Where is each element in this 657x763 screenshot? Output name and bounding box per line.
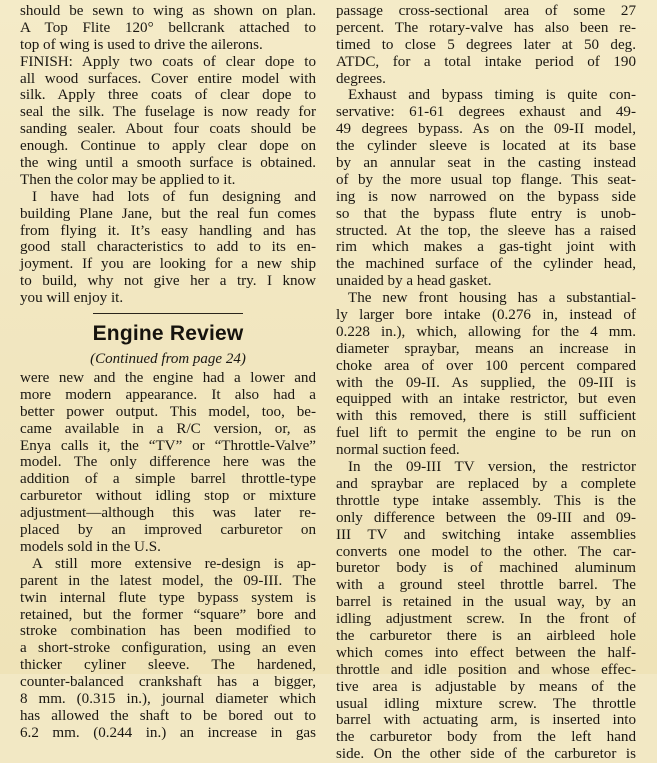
text-line: should be sewn to wing as shown on plan. — [20, 3, 316, 19]
text-line: model. The only difference here was the — [20, 454, 316, 471]
text-line: Exhaust and bypass timing is quite con- — [348, 87, 636, 104]
right-column — [336, 3, 636, 763]
paragraph — [336, 459, 636, 763]
text-line: sanding sealer. About four coats should be — [20, 121, 316, 138]
text-line: building Plane Jane, but the real fun comes — [20, 205, 316, 222]
text-line: converts one model to the other. The car- — [336, 543, 636, 560]
text-line: of by the more usual top flange. This seat- — [336, 171, 636, 188]
text-line: you will enjoy it. — [20, 290, 124, 307]
text-line: idling adjustment screw. In the front of — [336, 611, 636, 628]
text-line: with the 09-II. As supplied, the 09-III is — [336, 374, 636, 391]
paragraph — [20, 189, 316, 307]
text-line: 49 degrees bypass. As on the 09-II model, — [336, 121, 636, 138]
text-line: throttle type intake assembly. This is the — [336, 492, 636, 509]
text-line: which comes into effect between the half- — [336, 644, 636, 661]
text-line: enough. Continue to apply clear dope on — [20, 138, 316, 155]
text-line: 8 mm. (0.315 in.), journal diameter which — [20, 690, 316, 707]
text-line: silk. Apply three coats of clear dope to — [20, 87, 316, 104]
text-line: buretor body is of machined aluminum — [336, 560, 636, 577]
text-line: twin internal flute type bypass system is — [20, 589, 316, 606]
text-line: A Top Flite 120° bellcrank attached to — [20, 19, 316, 36]
text-line: diameter spraybar, means an increase in — [336, 340, 636, 357]
text-line: models sold in the U.S. — [20, 538, 161, 555]
text-line: joyment. If you are looking for a new ship — [20, 256, 316, 273]
text-line: percent. The rotary-valve has also been re- — [336, 19, 636, 36]
paragraph — [20, 556, 316, 742]
divider-rule — [93, 313, 243, 314]
text-line: and spraybar are replaced by a complete — [336, 475, 636, 492]
text-line: only difference between the 09-III and 09- — [336, 509, 636, 526]
text-line: rim which makes a gas-tight joint with — [336, 239, 636, 256]
paragraph — [20, 370, 316, 556]
text-line: equipped with an intake restrictor, but even — [336, 391, 636, 408]
text-line: from flying it. It’s easy handling and has — [20, 222, 316, 239]
text-line: a short-stroke configuration, using an even — [20, 640, 316, 657]
text-line: ATDC, for a total intake period of 190 — [336, 53, 636, 70]
text-line: tive area is adjustable by means of the — [336, 678, 636, 695]
text-line: more modern appearance. It also had a — [20, 386, 316, 403]
text-line: ing is now narrowed on the bypass side — [336, 188, 636, 205]
text-line: thicker cyliner sleeve. The hardened, — [20, 657, 316, 674]
paragraph — [336, 3, 636, 87]
text-line: passage cross-sectional area of some 27 — [336, 3, 636, 19]
left-column — [20, 3, 316, 742]
text-line: placed by an improved carburetor on — [20, 522, 316, 539]
text-line: structed. At the top, the sleeve has a raised — [336, 222, 636, 239]
text-line: to build, why not give her a try. I know — [20, 273, 316, 290]
text-line: barrel is retained in the usual way, by an — [336, 594, 636, 611]
text-line: all wood surfaces. Cover entire model with — [20, 70, 316, 87]
text-line: Then the color may be applied to it. — [20, 171, 236, 188]
text-line: parent in the latest model, the 09-III. The — [20, 572, 316, 589]
text-line: carburetor without idling stop or mixture — [20, 488, 316, 505]
text-line: I have had lots of fun designing and — [32, 188, 316, 205]
text-line: the carburetor there is an airbleed hole — [336, 627, 636, 644]
text-line: by an annular seat in the casting instead — [336, 155, 636, 172]
text-line: counter-balanced crankshaft has a bigger, — [20, 674, 316, 691]
text-line: FINISH: Apply two coats of clear dope to — [20, 53, 316, 70]
text-line: so that the bypass flute entry is unob- — [336, 205, 636, 222]
continued-note: (Continued from page 24) — [90, 351, 246, 368]
text-line: timed to close 5 degrees later at 50 deg. — [336, 36, 636, 53]
text-line: normal suction feed. — [336, 442, 460, 459]
text-line: retained, but the former “square” bore and — [20, 606, 316, 623]
text-line: were new and the engine had a lower and — [20, 370, 316, 387]
paragraph — [336, 290, 636, 459]
text-line: addition of a simple barrel throttle-type — [20, 471, 316, 488]
text-line: 6.2 mm. (0.244 in.) an increase in gas — [20, 724, 316, 741]
text-line: the wing until a smooth surface is obtained. — [20, 155, 316, 172]
paragraph — [20, 54, 316, 189]
text-line: degrees. — [336, 70, 386, 87]
text-line: III TV and switching intake assemblies — [336, 526, 636, 543]
text-line: good stall characteristics to add to its en- — [20, 239, 316, 256]
text-line: better power output. This model, too, be- — [20, 403, 316, 420]
text-line: the machined surface of the cylinder head, — [336, 256, 636, 273]
text-line: fuel lift to permit the engine to be run on — [336, 425, 636, 442]
text-line: The new front housing has a substantial- — [348, 290, 636, 307]
text-line: seal the silk. The fuselage is now ready for — [20, 104, 316, 121]
text-line: the cylinder sleeve is located at its base — [336, 138, 636, 155]
text-line: throttle and idle position and whose effec- — [336, 661, 636, 678]
article-heading-block — [20, 313, 316, 369]
text-line: top of wing is used to drive the ailerons. — [20, 36, 263, 53]
text-line: 0.228 in.), which, allowing for the 4 mm. — [336, 323, 636, 340]
article-title: Engine Review — [92, 322, 244, 346]
text-line: came available in a R/C version, or, as — [20, 420, 316, 437]
text-line: choke area of over 100 percent compared — [336, 357, 636, 374]
text-line: barrel with actuating arm, is inserted into — [336, 712, 636, 729]
text-line: adjustment—although this was later re- — [20, 505, 316, 522]
paragraph — [20, 3, 316, 54]
text-line: has allowed the shaft to be bored out to — [20, 707, 316, 724]
text-line: stroke combination has been modified to — [20, 623, 316, 640]
text-line: with a ground steel throttle barrel. The — [336, 577, 636, 594]
paragraph — [336, 87, 636, 290]
text-line: In the 09-III TV version, the restrictor — [348, 459, 636, 476]
text-line: Enya calls it, the “TV” or “Throttle-Valve” — [20, 437, 316, 454]
text-line: the carburetor body from the left hand — [336, 729, 636, 746]
text-line: side. On the other side of the carburetor is — [336, 746, 636, 763]
text-line: ly larger bore intake (0.276 in, instead of — [336, 307, 636, 324]
text-line: usual idling mixture screw. The throttle — [336, 695, 636, 712]
text-line: A still more extensive re-design is ap- — [32, 555, 316, 572]
text-line: servative: 61-61 degrees exhaust and 49- — [336, 104, 636, 121]
text-line: unaided by a head gasket. — [336, 273, 492, 290]
text-line: with this removed, there is still sufficient — [336, 408, 636, 425]
